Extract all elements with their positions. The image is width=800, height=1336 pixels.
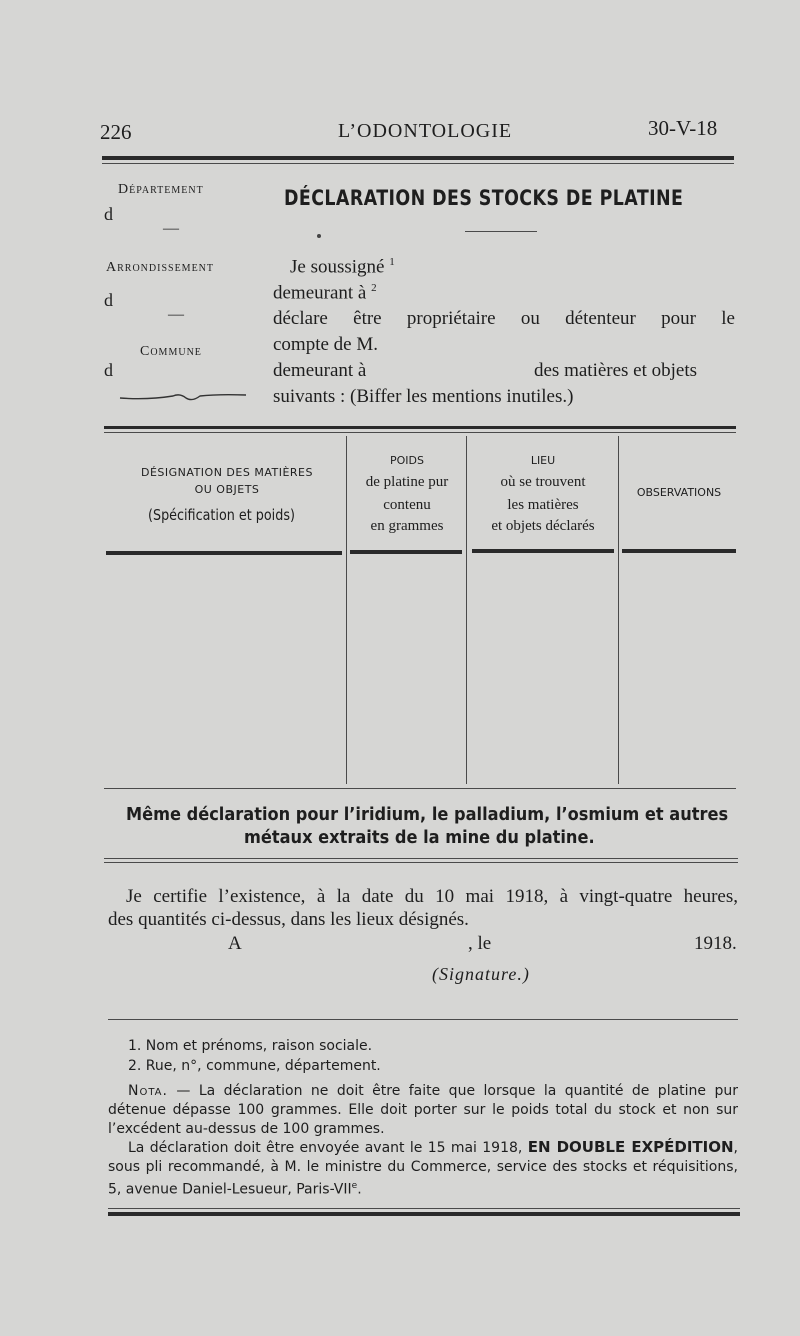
footnote-1: 1. Nom et prénoms, raison sociale. bbox=[128, 1038, 373, 1054]
table-header-rule-3 bbox=[472, 549, 614, 553]
table-col-divider-1 bbox=[346, 436, 347, 784]
declaration-line-5a: demeurant à bbox=[273, 360, 367, 381]
header-rule bbox=[102, 156, 734, 160]
signature-label: (Signature.) bbox=[432, 964, 530, 984]
declaration-line-5b: des matières et objets bbox=[534, 360, 698, 381]
page-number: 226 bbox=[100, 120, 132, 144]
col3-header-3: les matières bbox=[507, 497, 579, 513]
nota-paragraph: Nota. — La déclaration ne doit être faite que lorsque la quantité de platine pur détenue dépasse 100 grammes. Elle doit porter sur le poids total du stock et non sur l’excédent au-dessus de 100 grammes. bbox=[108, 1083, 738, 1137]
certification-le: , le bbox=[468, 933, 492, 954]
title-underline bbox=[465, 231, 537, 232]
table-header-rule-2 bbox=[350, 550, 462, 554]
table-bottom-rule bbox=[104, 788, 736, 789]
bottom-rule-thin bbox=[108, 1208, 740, 1209]
table-top-rule bbox=[104, 426, 736, 429]
envoi-paragraph: La déclaration doit être envoyée avant le 15 mai 1918, EN DOUBLE EXPÉDITION, sous pli recommandé, à M. le ministre du Commerce, service des stocks et réquisitions, 5, avenue Daniel-Lesueur, Paris-VIIe. bbox=[108, 1138, 738, 1198]
issue-date: 30-V-18 bbox=[648, 116, 718, 140]
small-dot bbox=[317, 234, 321, 238]
certification-line-2: des quantités ci-dessus, dans les lieux désignés. bbox=[108, 909, 469, 930]
col3-header-4: et objets déclarés bbox=[491, 518, 595, 534]
col3-header-1: LIEU bbox=[530, 454, 556, 467]
note-line-1: Même déclaration pour l’iridium, le palladium, l’osmium et autres bbox=[126, 804, 729, 825]
arrondissement-d: d bbox=[104, 290, 113, 310]
declaration-line-4: compte de M. bbox=[273, 334, 379, 355]
commune-d: d bbox=[104, 360, 113, 380]
note-rule-2 bbox=[104, 862, 738, 863]
certification-place: A bbox=[228, 933, 242, 954]
declaration-line-3: déclare être propriétaire ou détenteur pour le bbox=[273, 308, 735, 329]
declaration-line-6: suivants : (Biffer les mentions inutiles.) bbox=[273, 386, 574, 407]
header-rule-thin bbox=[102, 163, 734, 164]
footnote-rule bbox=[108, 1019, 738, 1020]
col4-header: OBSERVATIONS bbox=[636, 486, 722, 499]
col3-header-2: où se trouvent bbox=[500, 474, 586, 490]
arrondissement-label: Arrondissement bbox=[106, 260, 215, 275]
note-line-2: métaux extraits de la mine du platine. bbox=[244, 827, 595, 848]
note-rule-1 bbox=[104, 858, 738, 859]
departement-d: d bbox=[104, 204, 113, 224]
footnote-2: 2. Rue, n°, commune, département. bbox=[128, 1058, 381, 1074]
certification-line-1: Je certifie l’existence, à la date du 10 mai 1918, à vingt-quatre heures, bbox=[126, 886, 738, 907]
table-col-divider-3 bbox=[618, 436, 619, 784]
declaration-title: DÉCLARATION DES STOCKS DE PLATINE bbox=[284, 186, 684, 210]
dash-1: — bbox=[163, 220, 179, 237]
bottom-rule-thick bbox=[108, 1212, 740, 1216]
departement-label: Département bbox=[118, 182, 204, 197]
ornament-icon bbox=[118, 390, 248, 404]
table-header-rule-4 bbox=[622, 549, 736, 553]
table-top-rule-thin bbox=[104, 432, 736, 433]
declaration-line-1: Je soussigné $^1$ bbox=[290, 256, 395, 278]
col2-header-4: en grammes bbox=[370, 518, 444, 534]
col1-header-2: OU OBJETS bbox=[194, 483, 260, 496]
col2-header-2: de platine pur bbox=[365, 474, 449, 490]
dash-2: — bbox=[168, 306, 184, 323]
table-header-rule-1 bbox=[106, 551, 342, 555]
col1-header-3: (Spécification et poids) bbox=[148, 506, 295, 524]
certification-year: 1918. bbox=[694, 933, 737, 954]
journal-title: L’ODONTOLOGIE bbox=[338, 120, 513, 142]
col2-header-3: contenu bbox=[383, 497, 431, 513]
commune-label: Commune bbox=[140, 344, 202, 359]
col1-header-1: DÉSIGNATION DES MATIÈRES bbox=[141, 466, 313, 479]
col2-header-1: POIDS bbox=[390, 454, 424, 467]
table-col-divider-2 bbox=[466, 436, 467, 784]
declaration-line-2: demeurant à $^2$ bbox=[273, 282, 377, 304]
